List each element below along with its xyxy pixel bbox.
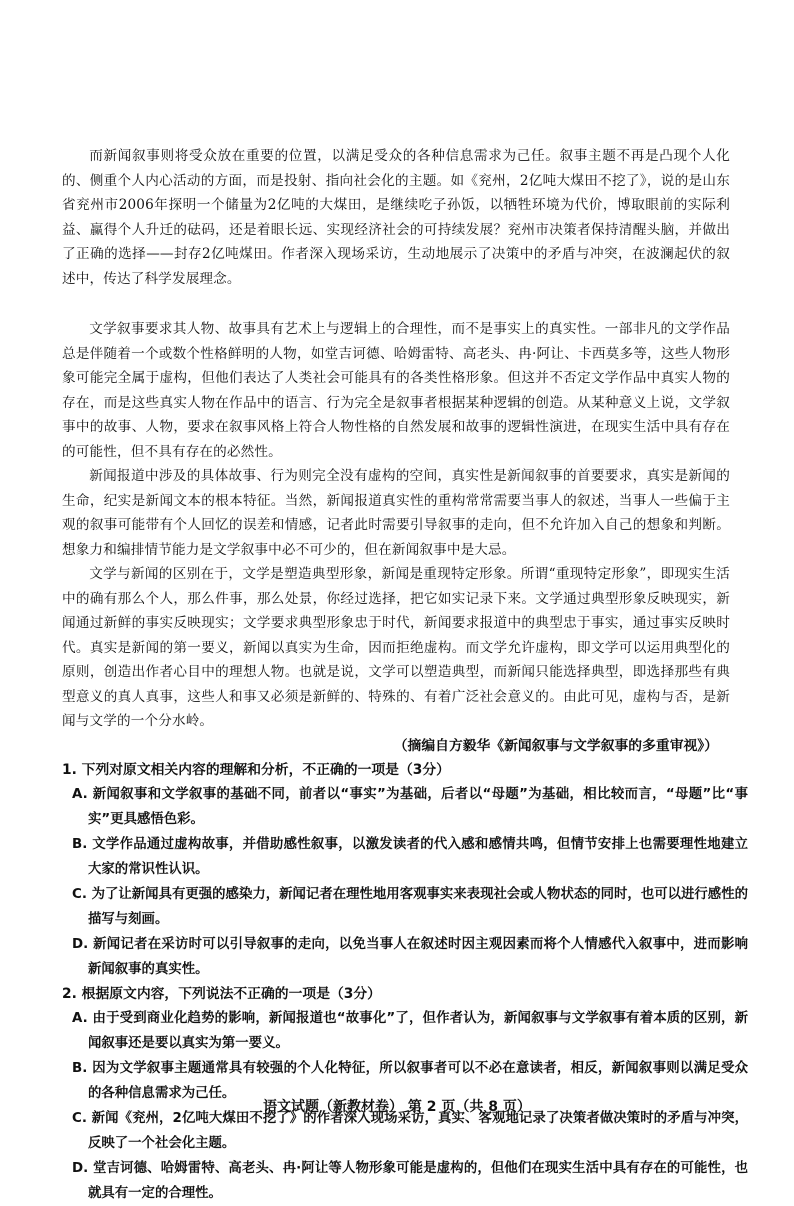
question-2-option-b: B. 因为文学叙事主题通常具有较强的个人化特征，所以叙事者可以不必在意读者，相反，新闻叙事则以满足受众的各种信息需求为己任。 <box>72 1061 748 1101</box>
question-1-option-b: B. 文学作品通过虚构故事，并借助感性叙事，以激发读者的代入感和感情共鸣，但情节安排上也需要理性地建立大家的常识性认识。 <box>72 837 748 877</box>
article-source: （摘编自方毅华《新闻叙事与文学叙事的多重审视》） <box>393 738 718 754</box>
question-2-option-d: D. 堂吉诃德、哈姆雷特、高老头、冉·阿让等人物形象可能是虚构的，但他们在现实生活中具有存在的可能性，也就具有一定的合理性。 <box>72 1161 748 1201</box>
article-paragraph-4: 文学与新闻的区别在于，文学是塑造典型形象，新闻是重现特定形象。所谓“重现特定形象”，即现实生活中的确有那么个人，那么件事，那么处景，你经过选择，把它如实记录下来。文学通过典型形象反映现实，新闻通过新鲜的事实反映现实；文学要求典型形象忠于时代，新闻要求报道中的典型忠于事实，通过事实反映时代。真实是新闻的第一要义，新闻以真实为生命，因而拒绝虚构。而文学允许虚构，即文学可以运用典型化的原则，创造出作者心目中的理想人物。也就是说，文学可以塑造典型，而新闻只能选择典型，即选择那些有典型意义的真人真事，这些人和事又必须是新鲜的、特殊的、有着广泛社会意义的。由此可见，虚构与否，是新闻与文学的一个分水岭。 <box>62 566 730 729</box>
article-paragraph-2: 文学叙事要求其人物、故事具有艺术上与逻辑上的合理性，而不是事实上的真实性。一部非凡的文学作品总是伴随着一个或数个性格鲜明的人物，如堂吉诃德、哈姆雷特、高老头、冉·阿让、卡西莫多等，这些人物形象可能完全属于虚构，但他们表达了人类社会可能具有的各类性格形象。但这并不否定文学作品中真实人物的存在，而是这些真实人物在作品中的语言、行为完全是叙事者根据某种逻辑的创造。从某种意义上说，文学叙事中的故事、人物，要求在叙事风格上符合人物性格的自然发展和故事的逻辑性演进，在现实生活中具有存在的可能性，但不具有存在的必然性。 <box>62 321 730 460</box>
article-paragraph-3: 新闻报道中涉及的具体故事、行为则完全没有虚构的空间，真实性是新闻叙事的首要要求，真实是新闻的生命，纪实是新闻文本的根本特征。当然，新闻报道真实性的重构常常需要当事人的叙述，当事人一些偏于主观的叙事可能带有个人回忆的误差和情感，记者此时需要引导叙事的走向，但不允许加入自己的想象和判断。想象力和编排情节能力是文学叙事中必不可少的，但在新闻叙事中是大忌。 <box>62 468 730 558</box>
page-footer: 语文试题（新教材卷） 第 2 页（共 8 页） <box>263 1099 531 1115</box>
question-1-option-c: C. 为了让新闻具有更强的感染力，新闻记者在理性地用客观事实来表现社会或人物状态的同时，也可以进行感性的描写与刻画。 <box>72 887 748 927</box>
question-1-option-a: A. 新闻叙事和文学叙事的基础不同，前者以“事实”为基础，后者以“母题”为基础，相比较而言，“母题”比“事实”更具感悟色彩。 <box>72 787 748 827</box>
question-2-option-c: C. 新闻《兖州，2亿吨大煤田不挖了》的作者深入现场采访，真实、客观地记录了决策者做决策时的矛盾与冲突，反映了一个社会化主题。 <box>72 1111 748 1151</box>
question-1-stem: 1. 下列对原文相关内容的理解和分析，不正确的一项是（3分） <box>62 762 450 778</box>
question-1-option-d: D. 新闻记者在采访时可以引导叙事的走向，以免当事人在叙述时因主观因素而将个人情感代入叙事中，进而影响新闻叙事的真实性。 <box>72 937 748 977</box>
question-2-option-a: A. 由于受到商业化趋势的影响，新闻报道也“故事化”了，但作者认为，新闻叙事与文学叙事有着本质的区别，新闻叙事还是要以真实为第一要义。 <box>72 1011 748 1051</box>
question-2-stem: 2. 根据原文内容，下列说法不正确的一项是（3分） <box>62 986 381 1002</box>
article-paragraph-1: 而新闻叙事则将受众放在重要的位置，以满足受众的各种信息需求为己任。叙事主题不再是凸现个人化的、侧重个人内心活动的方面，而是投射、指向社会化的主题。如《兖州，2亿吨大煤田不挖了》，说的是山东省兖州市2006年探明一个储量为2亿吨的大煤田，是继续吃子孙饭，以牺牲环境为代价，博取眼前的实际利益、赢得个人升迁的砝码，还是着眼长远、实现经济社会的可持续发展？兖州市决策者保持清醒头脑，并做出了正确的选择——封存2亿吨煤田。作者深入现场采访，生动地展示了决策中的矛盾与冲突，在波澜起伏的叙述中，传达了科学发展理念。 <box>62 148 730 287</box>
